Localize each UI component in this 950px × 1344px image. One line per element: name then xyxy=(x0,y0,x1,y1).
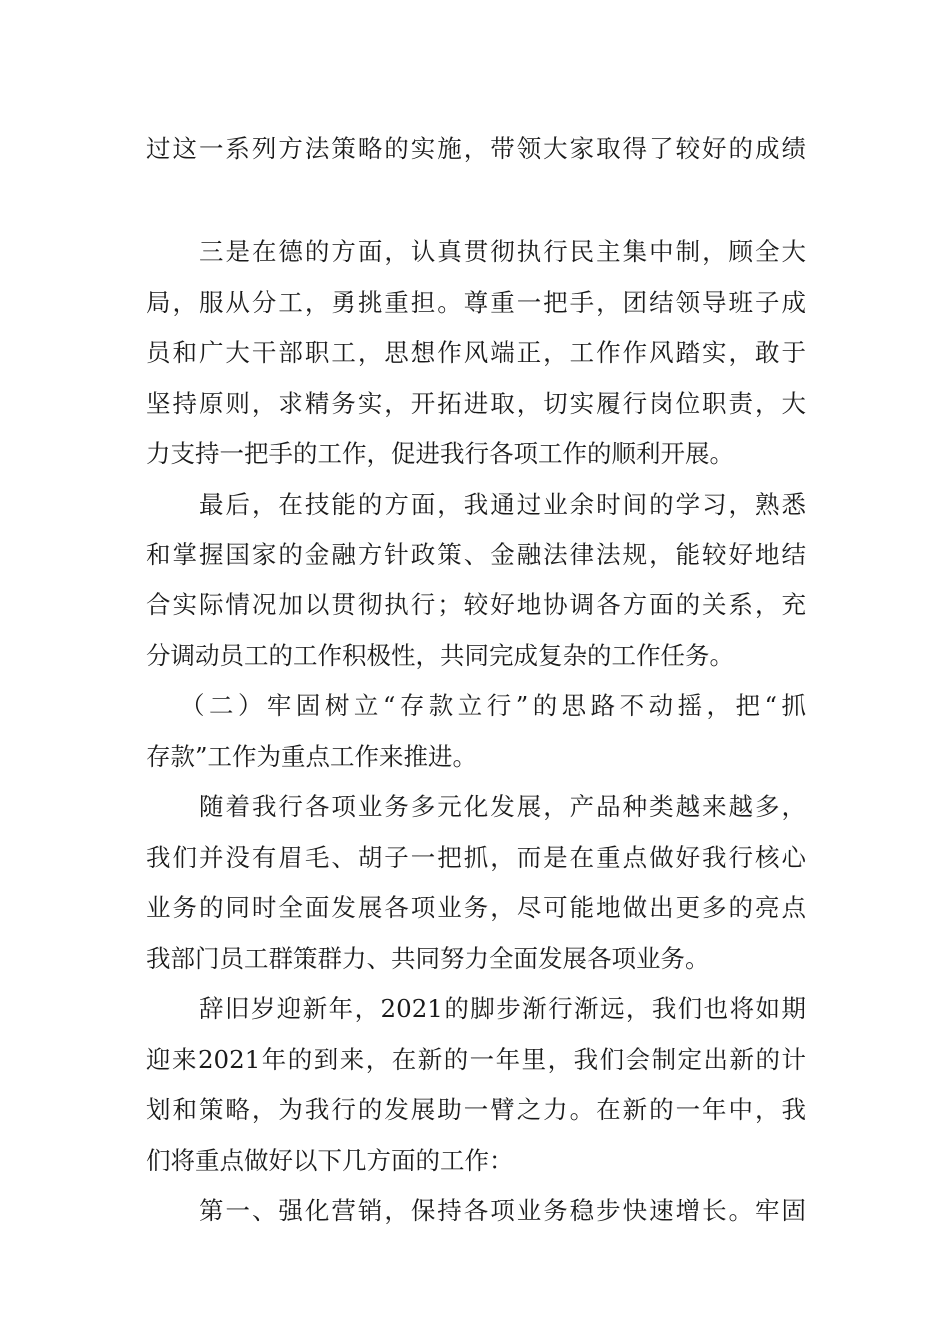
text-line: 我们并没有眉毛、胡子一把抓，而是在重点做好我行核心 xyxy=(146,843,806,872)
text-line: 分调动员工的工作积极性，共同完成复杂的工作任务。 xyxy=(146,641,734,670)
text-line: 我部门员工群策群力、共同努力全面发展各项业务。 xyxy=(146,944,710,973)
paragraph-first-line: 三是在德的方面，认真贯彻执行民主集中制，顾全大 xyxy=(199,237,806,266)
text-line: 业务的同时全面发展各项业务，尽可能地做出更多的亮点 xyxy=(146,893,806,922)
paragraph-first-line: 辞旧岁迎新年，2021的脚步渐行渐远，我们也将如期 xyxy=(199,994,806,1023)
text-line: 迎来2021年的到来，在新的一年里，我们会制定出新的计 xyxy=(146,1045,806,1074)
paragraph-first-line: 随着我行各项业务多元化发展，产品种类越来越多， xyxy=(199,792,806,821)
text-line: 划和策略，为我行的发展助一臂之力。在新的一年中，我 xyxy=(146,1095,806,1124)
section-heading: （二）牢固树立“存款立行”的思路不动摇，把“抓 xyxy=(180,691,806,720)
text-line: 和掌握国家的金融方针政策、金融法律法规，能较好地结 xyxy=(146,540,806,569)
text-line: 员和广大干部职工，思想作风端正，工作作风踏实，敢于 xyxy=(146,338,806,367)
text-line: 力支持一把手的工作，促进我行各项工作的顺利开展。 xyxy=(146,439,734,468)
paragraph-first-line: 第一、强化营销，保持各项业务稳步快速增长。牢固 xyxy=(199,1196,806,1225)
section-heading-continued: 存款”工作为重点工作来推进。 xyxy=(146,742,478,771)
text-line: 合实际情况加以贯彻执行；较好地协调各方面的关系，充 xyxy=(146,590,806,619)
paragraph-first-line: 最后，在技能的方面，我通过业余时间的学习，熟悉 xyxy=(199,490,806,519)
text-line: 过这一系列方法策略的实施，带领大家取得了较好的成绩 xyxy=(146,134,806,163)
text-line: 们将重点做好以下几方面的工作： xyxy=(146,1146,514,1175)
text-line: 局，服从分工，勇挑重担。尊重一把手，团结领导班子成 xyxy=(146,288,806,317)
text-line: 坚持原则，求精务实，开拓进取，切实履行岗位职责，大 xyxy=(146,389,806,418)
